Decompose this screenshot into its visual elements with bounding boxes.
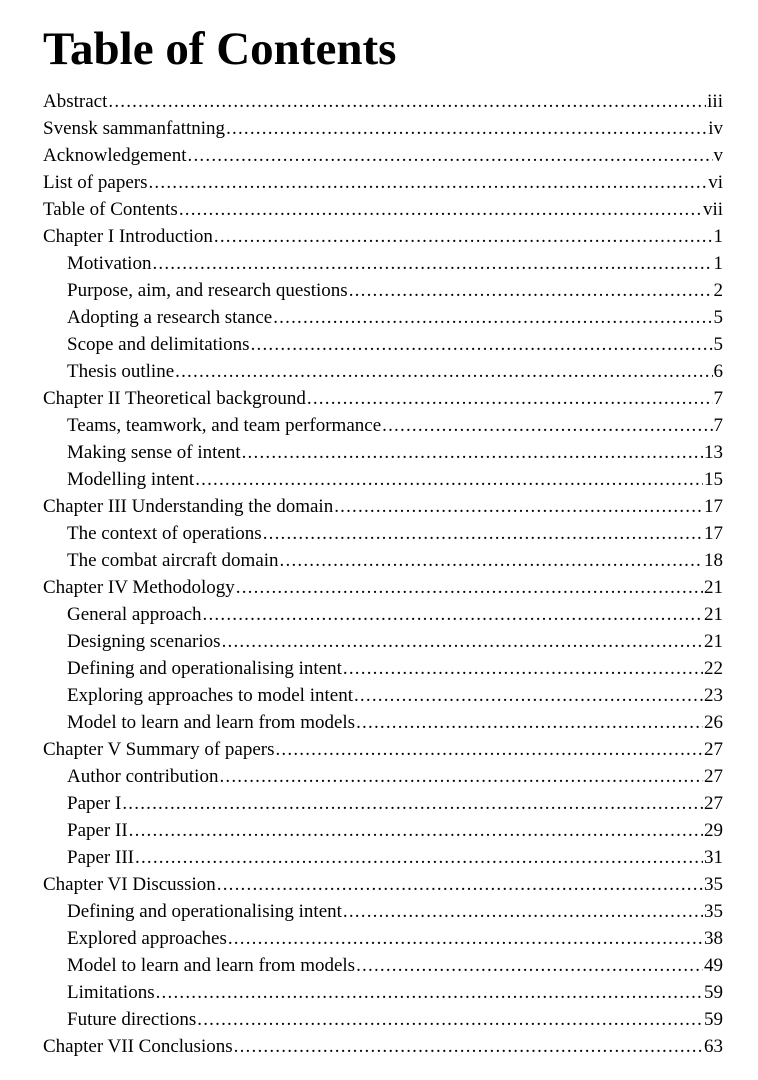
page-title: Table of Contents: [43, 23, 397, 75]
toc-page-number: 21: [704, 631, 723, 652]
toc-subentry[interactable]: [43, 331, 723, 358]
dot-leader: [179, 196, 702, 223]
toc-page-number: iii: [707, 91, 723, 112]
dot-leader: [129, 817, 703, 844]
toc-entry-title: Chapter III Understanding the domain: [43, 496, 334, 517]
toc-entry[interactable]: [43, 385, 723, 412]
toc-entry-title: The combat aircraft domain: [67, 550, 279, 571]
toc-page-number: 5: [713, 334, 723, 355]
toc-entry-title: Author contribution: [67, 766, 219, 787]
toc-page-number: 38: [704, 928, 723, 949]
toc-entry[interactable]: [43, 736, 723, 763]
toc-page-number: 15: [704, 469, 723, 490]
toc-page-number: 21: [704, 577, 723, 598]
toc-entry-title: Teams, teamwork, and team performance: [67, 415, 382, 436]
toc-subentry[interactable]: [43, 412, 723, 439]
toc-entry-title: Abstract: [43, 91, 108, 112]
toc-subentry[interactable]: [43, 547, 723, 574]
toc-subentry[interactable]: [43, 250, 723, 277]
dot-leader: [263, 520, 703, 547]
toc-entry[interactable]: [43, 871, 723, 898]
toc-entry[interactable]: [43, 1033, 723, 1060]
toc-page-number: 59: [704, 982, 723, 1003]
dot-leader: [234, 1033, 703, 1060]
toc-subentry[interactable]: [43, 520, 723, 547]
toc-page-number: 17: [704, 523, 723, 544]
toc-page-number: 7: [713, 415, 723, 436]
dot-leader: [203, 601, 703, 628]
toc-page-number: 7: [713, 388, 723, 409]
dot-leader: [122, 790, 703, 817]
toc-page-number: 29: [704, 820, 723, 841]
toc-entry-title: Svensk sammanfattning: [43, 118, 226, 139]
toc-entry-title: Chapter IV Methodology: [43, 577, 235, 598]
dot-leader: [175, 358, 712, 385]
toc-page-number: vii: [702, 199, 723, 220]
toc-page-number: vi: [708, 172, 723, 193]
dot-leader: [188, 142, 713, 169]
toc-entry-title: Modelling intent: [67, 469, 195, 490]
dot-leader: [349, 277, 713, 304]
toc-subentry[interactable]: [43, 898, 723, 925]
toc-subentry[interactable]: [43, 790, 723, 817]
toc-page-number: 31: [704, 847, 723, 868]
dot-leader: [222, 628, 703, 655]
dot-leader: [275, 736, 703, 763]
toc-entry-title: Chapter VI Discussion: [43, 874, 216, 895]
dot-leader: [195, 466, 703, 493]
toc-entry-title: Model to learn and learn from models: [67, 712, 356, 733]
toc-entry[interactable]: [43, 115, 723, 142]
toc-entry[interactable]: [43, 88, 723, 115]
dot-leader: [156, 979, 703, 1006]
dot-leader: [280, 547, 703, 574]
toc-subentry[interactable]: [43, 628, 723, 655]
toc-page-number: 5: [713, 307, 723, 328]
toc-entry-title: Thesis outline: [67, 361, 175, 382]
dot-leader: [228, 925, 703, 952]
dot-leader: [273, 304, 712, 331]
toc-page-number: iv: [708, 118, 723, 139]
toc-entry-title: Chapter II Theoretical background: [43, 388, 306, 409]
toc-entry[interactable]: [43, 142, 723, 169]
dot-leader: [108, 88, 706, 115]
toc-entry-title: Paper II: [67, 820, 128, 841]
toc-entry-title: Defining and operationalising intent: [67, 658, 342, 679]
toc-entry[interactable]: [43, 493, 723, 520]
toc-entry-title: Paper III: [67, 847, 134, 868]
toc-page-number: 27: [704, 766, 723, 787]
dot-leader: [343, 898, 703, 925]
dot-leader: [343, 655, 703, 682]
toc-subentry[interactable]: [43, 817, 723, 844]
toc-entry-title: Limitations: [67, 982, 155, 1003]
toc-entry-title: General approach: [67, 604, 202, 625]
toc-entry-title: Exploring approaches to model intent: [67, 685, 353, 706]
toc-entry-title: Chapter V Summary of papers: [43, 739, 275, 760]
dot-leader: [226, 115, 707, 142]
toc-entry[interactable]: [43, 223, 723, 250]
dot-leader: [334, 493, 703, 520]
toc-entry-title: Explored approaches: [67, 928, 227, 949]
dot-leader: [217, 871, 703, 898]
toc-subentry[interactable]: [43, 1006, 723, 1033]
toc-entry-title: Chapter I Introduction: [43, 226, 213, 247]
dot-leader: [135, 844, 703, 871]
toc-page-number: 22: [704, 658, 723, 679]
toc-entry[interactable]: [43, 196, 723, 223]
toc-page-number: 63: [704, 1036, 723, 1057]
dot-leader: [236, 574, 703, 601]
toc-entry-title: Purpose, aim, and research questions: [67, 280, 348, 301]
toc-page-number: 2: [713, 280, 723, 301]
toc-entry-title: Adopting a research stance: [67, 307, 273, 328]
toc-page-number: v: [713, 145, 723, 166]
toc-page-number: 13: [704, 442, 723, 463]
toc-page-number: 59: [704, 1009, 723, 1030]
toc-entry-title: Scope and delimitations: [67, 334, 250, 355]
toc-page-number: 1: [713, 253, 723, 274]
toc-page-number: 27: [704, 739, 723, 760]
toc-entry-title: Model to learn and learn from models: [67, 955, 356, 976]
toc-entry[interactable]: [43, 169, 723, 196]
toc-entry-title: The context of operations: [67, 523, 262, 544]
toc-subentry[interactable]: [43, 925, 723, 952]
toc-subentry[interactable]: [43, 979, 723, 1006]
toc-entry-title: Table of Contents: [43, 199, 178, 220]
toc-entry-title: Making sense of intent: [67, 442, 241, 463]
toc-subentry[interactable]: [43, 844, 723, 871]
toc-subentry[interactable]: [43, 277, 723, 304]
toc-subentry[interactable]: [43, 466, 723, 493]
toc-entry[interactable]: [43, 574, 723, 601]
toc-subentry[interactable]: [43, 304, 723, 331]
toc-subentry[interactable]: [43, 358, 723, 385]
table-of-contents: [43, 88, 723, 1060]
toc-subentry[interactable]: [43, 763, 723, 790]
toc-entry-title: Future directions: [67, 1009, 197, 1030]
toc-subentry[interactable]: [43, 682, 723, 709]
toc-subentry[interactable]: [43, 439, 723, 466]
dot-leader: [148, 169, 707, 196]
toc-entry-title: List of papers: [43, 172, 148, 193]
toc-subentry[interactable]: [43, 601, 723, 628]
toc-entry-title: Acknowledgement: [43, 145, 187, 166]
dot-leader: [242, 439, 703, 466]
dot-leader: [356, 952, 703, 979]
toc-page-number: 35: [704, 901, 723, 922]
toc-entry-title: Defining and operationalising intent: [67, 901, 342, 922]
dot-leader: [356, 709, 703, 736]
toc-subentry[interactable]: [43, 655, 723, 682]
toc-page-number: 17: [704, 496, 723, 517]
dot-leader: [307, 385, 713, 412]
toc-entry-title: Paper I: [67, 793, 122, 814]
toc-page-number: 26: [704, 712, 723, 733]
toc-page-number: 21: [704, 604, 723, 625]
toc-entry-title: Chapter VII Conclusions: [43, 1036, 233, 1057]
toc-page-number: 23: [704, 685, 723, 706]
dot-leader: [214, 223, 713, 250]
toc-entry-title: Motivation: [67, 253, 152, 274]
dot-leader: [354, 682, 703, 709]
toc-page-number: 6: [713, 361, 723, 382]
toc-page-number: 18: [704, 550, 723, 571]
dot-leader: [251, 331, 713, 358]
dot-leader: [152, 250, 712, 277]
toc-subentry[interactable]: [43, 709, 723, 736]
dot-leader: [197, 1006, 703, 1033]
dot-leader: [382, 412, 712, 439]
toc-page-number: 27: [704, 793, 723, 814]
dot-leader: [219, 763, 703, 790]
toc-page-number: 1: [713, 226, 723, 247]
toc-page-number: 35: [704, 874, 723, 895]
toc-page-number: 49: [704, 955, 723, 976]
toc-entry-title: Designing scenarios: [67, 631, 221, 652]
toc-subentry[interactable]: [43, 952, 723, 979]
